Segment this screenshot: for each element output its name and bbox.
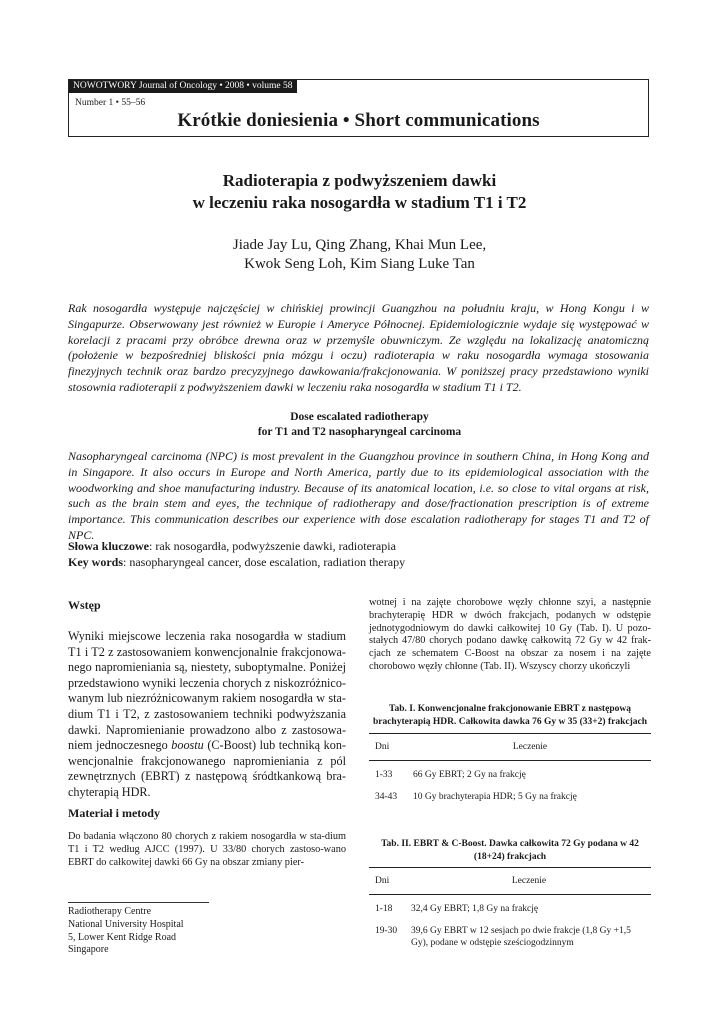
- footnote-divider: [68, 902, 209, 903]
- affiliation-line2: National University Hospital: [68, 918, 184, 930]
- abstract-pl: Rak nosogardła występuje najczęściej w chińskiej prowincji Guangzhou na południu kraju, w Hong Kongu i w Singapurze. Obserwowany jest również w Europie i Ameryce Północnej. Epidemiologicznie wydaje się występować w korelacji z pracami przy obróbce drewna oraz w przemyśle obuwniczym. Ze względu na lokalizację anatomiczną (położenie w bezpośredniej bliskości pnia mózgu i oczu) radioterapia w raku nosogardła wymaga stosowania finezyjnych technik oraz bardzo precyzyjnego dawkowania/frakcjonowania. W poniższej pracy przedstawiono wyniki stosownia radioterapii z podwyższeniem dawki w leczeniu raka nosogardła w stadium T1 i T2.: [68, 301, 649, 394]
- table1-caption-line2: brachyterapią HDR. Całkowita dawka 76 Gy w 35 (33+2) frakcjach: [372, 717, 648, 727]
- table1-caption: [369, 703, 651, 729]
- title-en-line1: Dose escalated radiotherapy: [290, 411, 429, 423]
- title-pl-line1: Radioterapia z podwyższeniem dawki: [222, 171, 497, 190]
- table1-caption-line1: Tab. I. Konwencjonalne frakcjonowanie EBRT z następową: [389, 704, 631, 714]
- issue-number: Number 1 • 55–56: [75, 98, 146, 108]
- keywords-en-label: Key words: [68, 554, 123, 569]
- affiliation: [68, 906, 184, 957]
- intro-text-italic: boostu: [171, 738, 204, 753]
- authors-line2: Kwok Seng Loh, Kim Siang Luke Tan: [244, 256, 475, 272]
- keywords-pl: [68, 539, 649, 555]
- methods-continued-paragraph: wotnej i na zajęte chorobowe węzły chłonne szyi, a następnie brachyterapię HDR w dwóch frakcjach, podanych w odstępie jednotygodniowym do dawki całkowitej 10 Gy (Tab. I). U pozo-stałych 47/80 chorych podano dawkę całkowitą 72 Gy w 42 frak-cjach ze schematem C-Boost na obszar za nosem i na zajęte chorobowo węzły chłonne (Tab. II). Wszyscy chorzy ukończyli: [369, 597, 651, 672]
- authors-line1: Jiade Jay Lu, Qing Zhang, Khai Mun Lee,: [232, 237, 487, 253]
- intro-text-before: Wyniki miejscowe leczenia raka nosogardła w stadium T1 i T2 z zastosowaniem konwencjonalnie frakcjonowa-nego napromieniania są, niestety, suboptymalne. Poniżej przedstawiono wyniki leczenia chorych z niskozróżnico-wanym lub niezróżnicowanym rakiem nosogardła w sta-dium T1 i T2, z zastosowaniem techniki podwyższania dawki. Napromienianie prowadzono albo z zastosowa-niem jednoczesnego: [68, 629, 346, 753]
- table1-row1-days: 1-33: [375, 770, 393, 780]
- title-en-line2: for T1 and T2 nasopharyngeal carcinoma: [257, 426, 462, 438]
- table1: [369, 733, 651, 808]
- affiliation-line3: 5, Lower Kent Ridge Road: [68, 931, 177, 943]
- table2-caption: [369, 838, 651, 864]
- table2-row1-treatment: 32,4 Gy EBRT; 1,8 Gy na frakcję: [411, 904, 539, 914]
- table1-row1-treatment: 66 Gy EBRT; 2 Gy na frakcję: [413, 770, 526, 780]
- table2-row1-days: 1-18: [375, 904, 393, 914]
- affiliation-line1: Radiotherapy Centre: [68, 906, 152, 917]
- intro-paragraph: [68, 629, 346, 801]
- section-title: Krótkie doniesienia • Short communications: [177, 110, 540, 131]
- table-row: [369, 786, 651, 808]
- table2: [369, 867, 651, 954]
- intro-heading: Wstęp: [68, 598, 101, 612]
- abstract-en: Nasopharyngeal carcinoma (NPC) is most prevalent in the Guangzhou province in southern China, in Hong Kong and in Singapore. It also occurs in Europe and North America, partly due to its epidemiological association with the woodworking and shoe manufacturing industry. Because of its anatomical location, i.e. so close to vital organs at risk, such as the brain stem and eyes, the technique of radiotherapy and dose/fractionation prescription is of extreme importance. This communication describes our experience with dose escalation radiotherapy for stages T1 and T2 of NPC.: [68, 449, 649, 542]
- journal-name-bar: NOWOTWORY Journal of Oncology • 2008 • volume 58: [69, 80, 297, 93]
- keywords: [68, 539, 649, 570]
- table2-row2-treatment: 39,6 Gy EBRT w 12 sesjach po dwie frakcje (1,8 Gy +1,5 Gy), podane w odstępie sześciogodzinnym: [411, 926, 631, 948]
- table1-row2-treatment: 10 Gy brachyterapia HDR; 5 Gy na frakcję: [413, 792, 577, 802]
- keywords-en-text: : nasopharyngeal cancer, dose escalation, radiation therapy: [123, 554, 406, 569]
- journal-header: [68, 79, 649, 137]
- table1-header-row: [369, 734, 651, 761]
- table2-header-row: [369, 868, 651, 895]
- affiliation-line4: Singapore: [68, 944, 109, 956]
- article-title-pl: [0, 170, 719, 214]
- table-row: [369, 895, 651, 921]
- keywords-en: [68, 555, 649, 571]
- table1-col-days: Dni: [369, 734, 407, 761]
- table1-col-treatment: Leczenie: [407, 734, 651, 761]
- table2-col-days: Dni: [369, 868, 405, 895]
- table2-caption-line2: (18+24) frakcjach: [473, 852, 547, 862]
- title-pl-line2: w leczeniu raka nosogardła w stadium T1 i T2: [192, 193, 527, 212]
- table2-row2-days: 19-30: [375, 926, 398, 936]
- keywords-pl-label: Słowa kluczowe: [68, 539, 149, 553]
- table2-caption-line1: Tab. II. EBRT & C-Boost. Dawka całkowita 72 Gy podana w 42: [381, 839, 639, 849]
- intro-text-after: (C-Boost) lub techniką kon-wencjonalnie frakcjonowanego napromieniania z pól zewnętrznych (EBRT) z następową śródtkankową bra-chyterapią HDR.: [68, 738, 346, 799]
- table-row: [369, 761, 651, 787]
- methods-paragraph: Do badania włączono 80 chorych z rakiem nosogardła w sta-dium T1 i T2 według AJCC (1997). U 33/80 chorych zastoso-wano EBRT do całkowitej dawki 66 Gy na obszar zmiany pier-: [68, 831, 346, 868]
- table2-col-treatment: Leczenie: [405, 868, 651, 895]
- authors: [0, 236, 719, 274]
- keywords-pl-text: : rak nosogardła, podwyższenie dawki, radioterapia: [149, 539, 396, 553]
- methods-heading: Materiał i metody: [68, 806, 160, 820]
- article-title-en: [0, 410, 719, 440]
- table1-row2-days: 34-43: [375, 792, 398, 802]
- table-row: [369, 920, 651, 954]
